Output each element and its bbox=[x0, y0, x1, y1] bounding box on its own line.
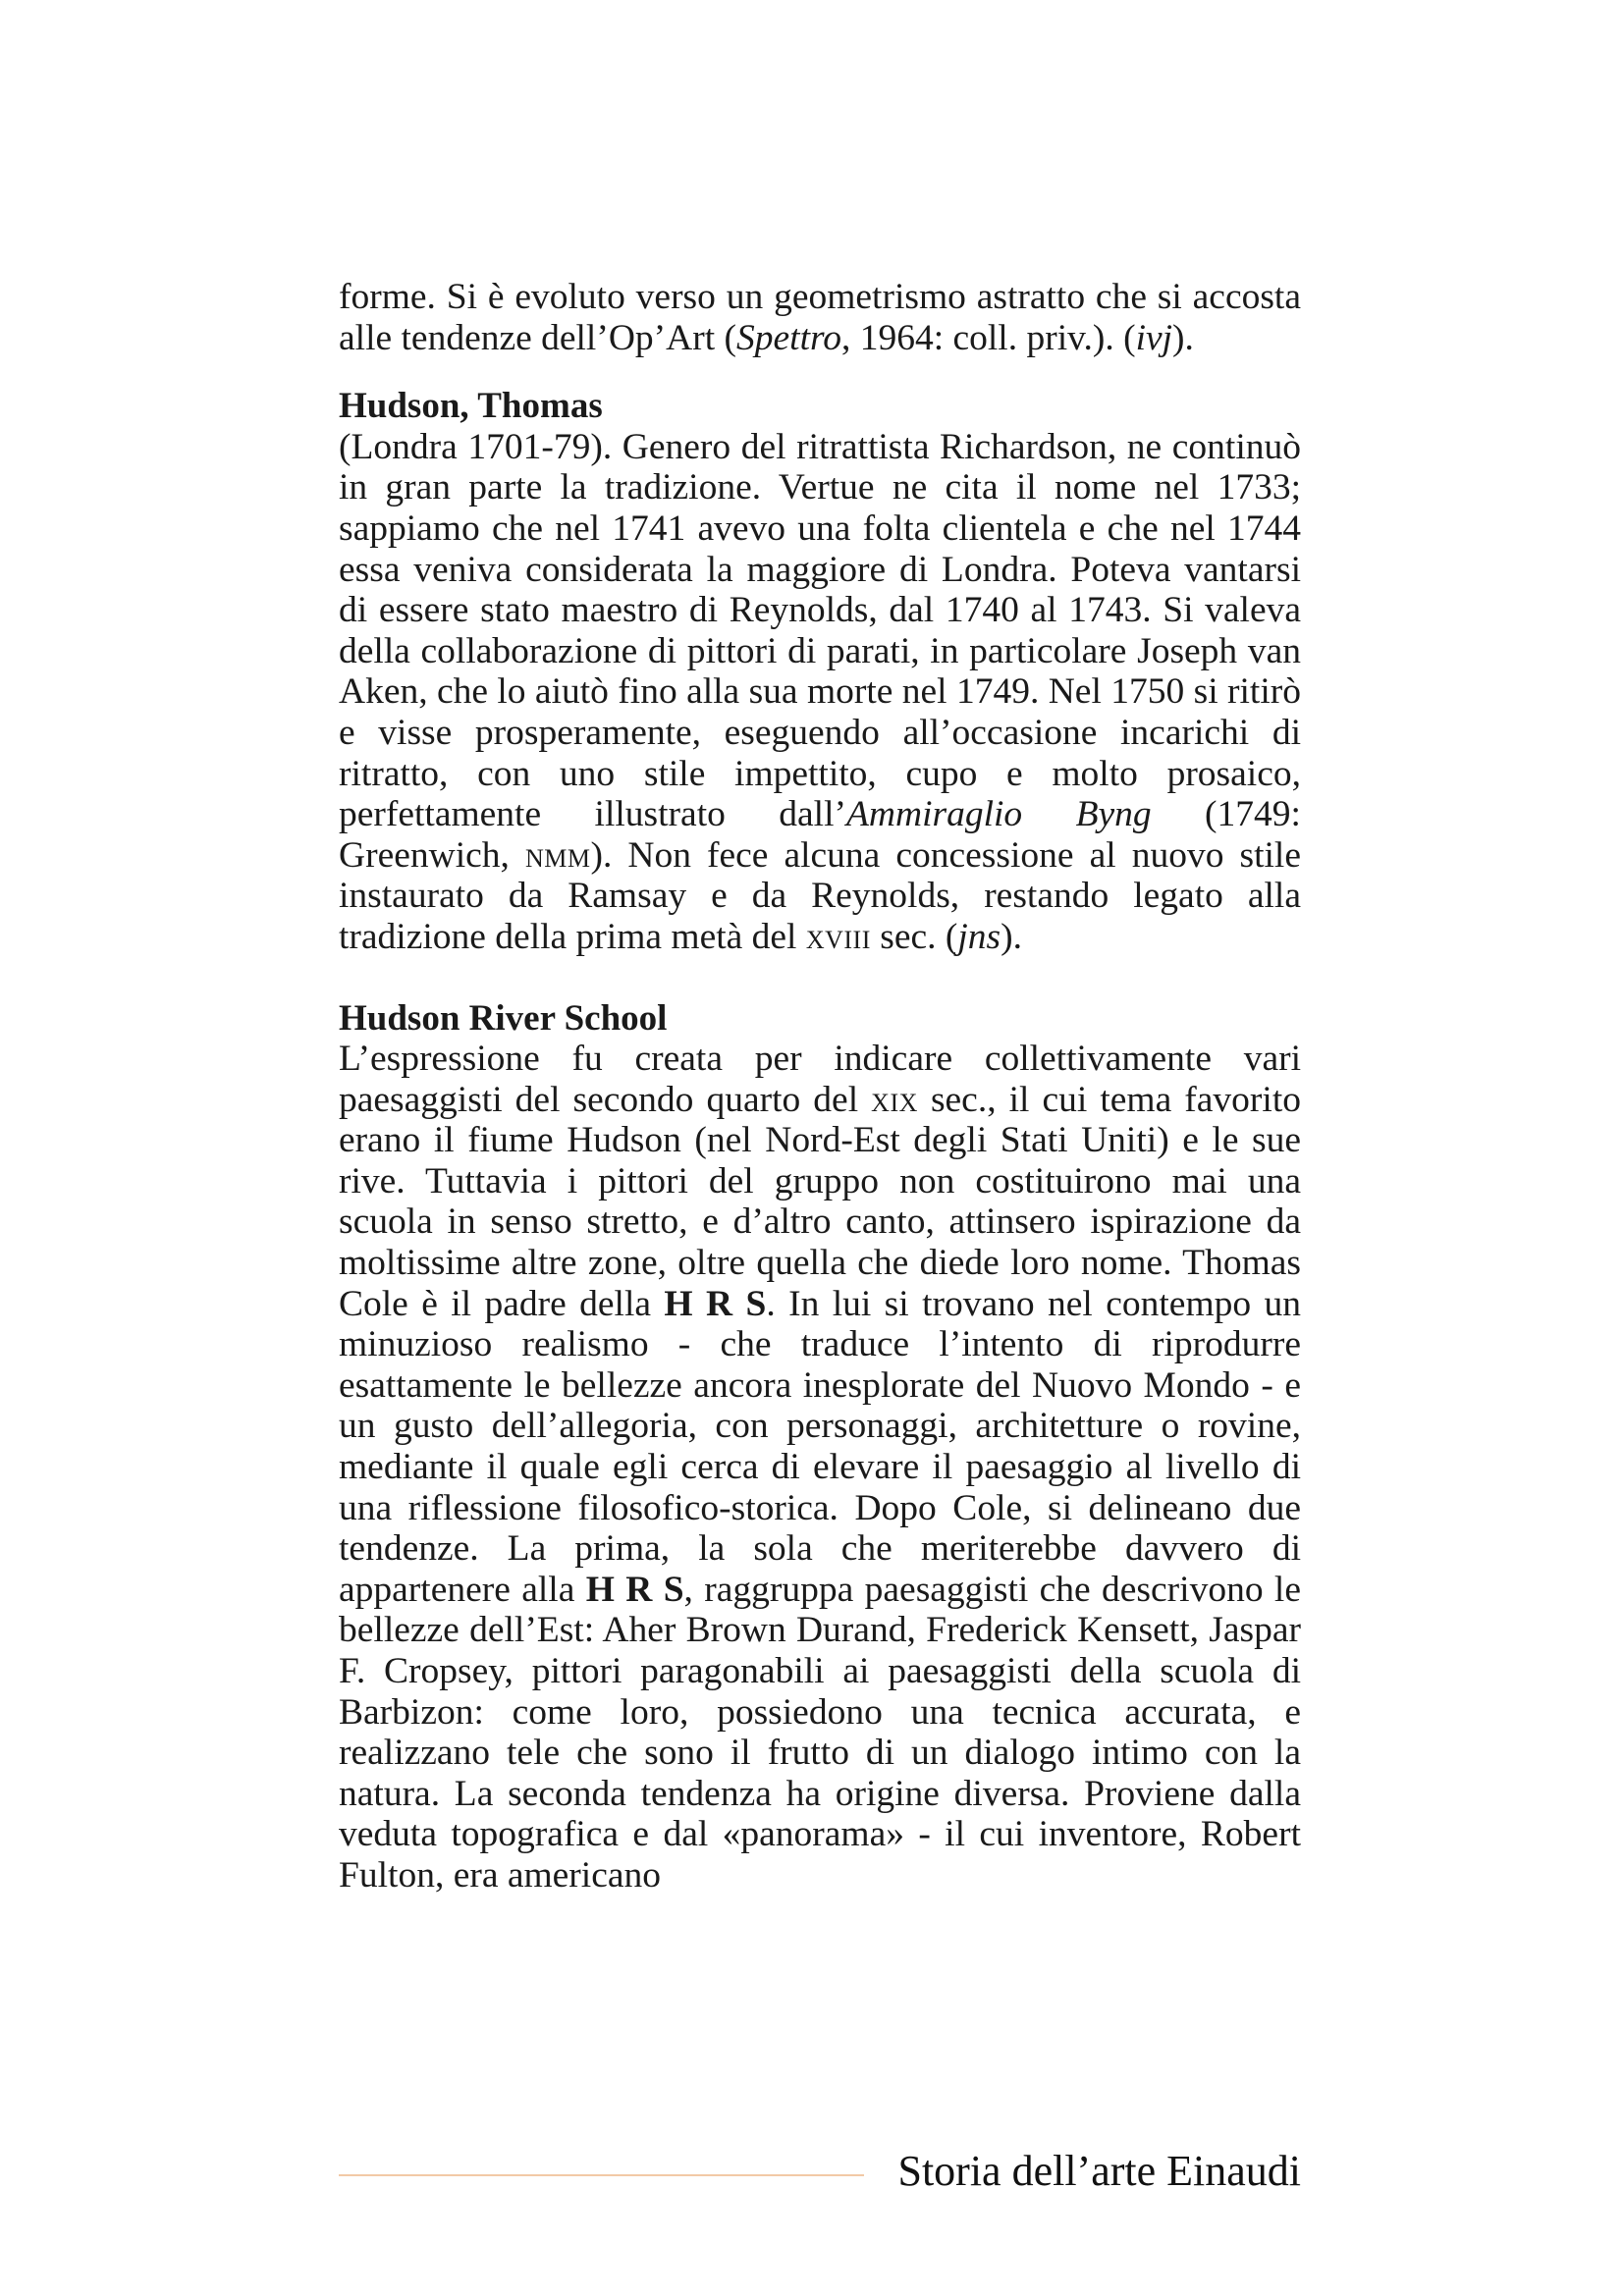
footer-rule bbox=[339, 2174, 864, 2176]
text-run: sec. ( bbox=[870, 916, 958, 957]
text-run: ). bbox=[1001, 916, 1023, 957]
page-body bbox=[339, 277, 1301, 1896]
century-numeral: xviii bbox=[805, 916, 871, 957]
text-run: sec., il cui tema favorito erano il fiume Hudson (nel Nord-Est degli Stati Uniti) e le sue rive. Tuttavia i pittori del gruppo non costituirono mai una scuola in senso stretto, e d’altro canto, attinsero ispirazione da moltissime altre zone, oltre quella che diede loro nome. Thomas Cole è il padre della bbox=[339, 1079, 1301, 1324]
museum-abbreviation: nmm bbox=[524, 834, 591, 876]
text-run: , raggruppa paesaggisti che descrivono le bellezze dell’Est: Aher Brown Durand, Frederick Kensett, Jaspar F. Cropsey, pittori paragonabili ai paesaggisti della scuola di Barbizon: come loro, possiedono una tecnica accurata, e realizzano tele che sono il frutto di un dialogo intimo con la natura. La seconda tendenza ha origine diversa. Proviene dalla veduta topografica e dal «panorama» - il cui inventore, Robert Fulton, era americano bbox=[339, 1569, 1301, 1896]
text-run: L’espressione fu creata per indicare collettivamente vari paesaggisti del secondo quarto del bbox=[339, 1039, 1301, 1120]
text-run: (Londra 1701-79). Genero del ritrattista Richardson, ne continuò in gran parte la tradizione. Vertue ne cita il nome nel 1733; sappiamo che nel 1741 avevo una folta clientela e che nel 1744 essa veniva considerata la maggiore di Londra. Poteva vantarsi di essere stato maestro di Reynolds, dal 1740 al 1743. Si valeva della collaborazione di pittori di parati, in particolare Joseph van Aken, che lo aiutò fino alla sua morte nel 1749. Nel 1750 si ritirò e visse prosperamente, eseguendo all’occasione incarichi di ritratto, con uno stile impettito, cupo e molto prosaico, perfettamente illustrato dall’ bbox=[339, 426, 1301, 835]
text-run: . In lui si trovano nel contempo un minuzioso realismo - che traduce l’intento di riprodurre esattamente le bellezze ancora inesplorate del Nuovo Mondo - e un gusto dell’allegoria, con personaggi, architetture o rovine, mediante il quale egli cerca di elevare il paesaggio al livello di una riflessione filosofico-storica. Dopo Cole, si delineano due tendenze. La prima, la sola che meriterebbe davvero di appartenere alla bbox=[339, 1283, 1301, 1610]
text-run: ). Non fece alcuna concessione al nuovo stile instaurato da Ramsay e da Reynolds, restando legato alla tradizione della prima metà del bbox=[339, 834, 1301, 957]
footer-title: Storia dell’arte Einaudi bbox=[897, 2147, 1301, 2195]
entry-abbreviation: H R S bbox=[585, 1569, 684, 1610]
spacer bbox=[339, 958, 1301, 998]
artwork-title: Spettro bbox=[736, 317, 841, 358]
text-run: forme. Si è evoluto verso un geometrismo astratto che si accosta alle tendenze dell’Op’Art ( bbox=[339, 277, 1301, 358]
century-numeral: xix bbox=[871, 1079, 918, 1120]
entry-title-hudson-river-school: Hudson River School bbox=[339, 997, 668, 1039]
entry-previous-continuation bbox=[339, 277, 1301, 358]
text-run: ). bbox=[1172, 317, 1194, 358]
author-initials: jns bbox=[957, 916, 1001, 957]
entry-body-hudson-river-school bbox=[339, 1039, 1301, 1896]
text-run: (1749: Greenwich, bbox=[339, 794, 1301, 876]
text-run: , 1964: coll. priv.). ( bbox=[840, 317, 1136, 358]
entry-title-hudson-thomas: Hudson, Thomas bbox=[339, 386, 603, 427]
entry-abbreviation: H R S bbox=[664, 1283, 767, 1324]
spacer bbox=[339, 358, 1301, 386]
artwork-title: Ammiraglio Byng bbox=[846, 794, 1152, 835]
author-initials: ivj bbox=[1135, 317, 1173, 358]
entry-body-hudson-thomas bbox=[339, 427, 1301, 958]
